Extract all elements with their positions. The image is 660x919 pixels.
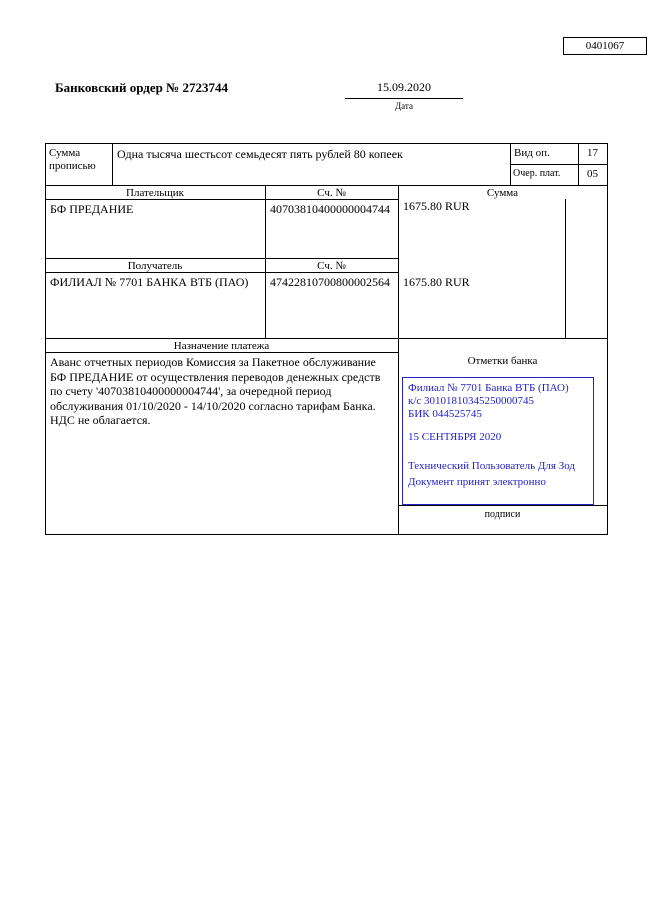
stamp-corr-account: к/с 30101810345250000745 [408, 395, 535, 407]
date-underline [345, 98, 463, 99]
form-code-box [563, 37, 647, 55]
table-bottom-border [45, 534, 608, 535]
payee-header-top-divider [45, 258, 398, 259]
purpose-section-label: Назначение платежа [173, 340, 270, 352]
payer-section-label: Плательщик [126, 187, 184, 199]
stamp-status: Документ принят электронно [408, 476, 546, 488]
operation-type-label: Вид оп. [514, 147, 550, 159]
amount-words-label-divider [112, 143, 113, 185]
bank-stamp [402, 377, 594, 505]
date-value: 15.09.2020 [377, 80, 431, 94]
date-label: Дата [395, 101, 413, 111]
payment-priority-value: 05 [587, 168, 598, 180]
payer-account-label: Сч. № [317, 187, 346, 199]
purpose-top-divider [45, 338, 607, 339]
operation-type-value: 17 [587, 147, 598, 159]
payer-sum-value: 1675.80 RUR [403, 199, 470, 213]
payee-sum-value: 1675.80 RUR [403, 275, 470, 289]
stamp-branch: Филиал № 7701 Банка ВТБ (ПАО) [408, 382, 569, 394]
amount-in-words-text: Одна тысяча шестьсот семьдесят пять рублей 80 копеек [117, 147, 403, 161]
stamp-user: Технический Пользователь Для Зод [408, 460, 576, 472]
payee-section-label: Получатель [127, 260, 183, 272]
bank-marks-label: Отметки банка [467, 355, 538, 367]
narrow-column-divider [565, 199, 566, 338]
payer-name: БФ ПРЕДАНИЕ [50, 202, 134, 216]
payee-account-number: 47422810700800002564 [270, 275, 390, 289]
table-right-border [607, 143, 608, 535]
document-title: Банковский ордер № 2723744 [55, 80, 228, 95]
purpose-text: Аванс отчетных периодов Комиссия за Пакетное обслуживание БФ ПРЕДАНИЕ от осуществления переводов денежных средств по счету '40703810400000004744', за очередной период обслуживания 01/10/2020 - 14/10/2020 согласно тарифам Банка. НДС не облагается. [50, 355, 381, 428]
payee-name: ФИЛИАЛ № 7701 БАНКА ВТБ (ПАО) [50, 275, 249, 289]
table-top-border [45, 143, 607, 144]
op-left-divider [510, 143, 511, 185]
signatures-divider [398, 505, 607, 506]
payer-account-number: 40703810400000004744 [270, 202, 390, 216]
payment-priority-label: Очер. плат. [513, 168, 561, 179]
op-row-divider [510, 164, 607, 165]
sum-column-label: Сумма [486, 187, 519, 199]
stamp-bik: БИК 044525745 [408, 408, 482, 420]
amount-in-words-label: Сумма прописью [49, 147, 96, 172]
table-left-border [45, 143, 46, 535]
amount-words-bottom-border [45, 185, 607, 186]
signatures-label: подписи [484, 509, 521, 520]
form-code: 0401067 [585, 40, 625, 52]
stamp-date: 15 СЕНТЯБРЯ 2020 [408, 431, 502, 443]
payee-account-label: Сч. № [317, 260, 346, 272]
